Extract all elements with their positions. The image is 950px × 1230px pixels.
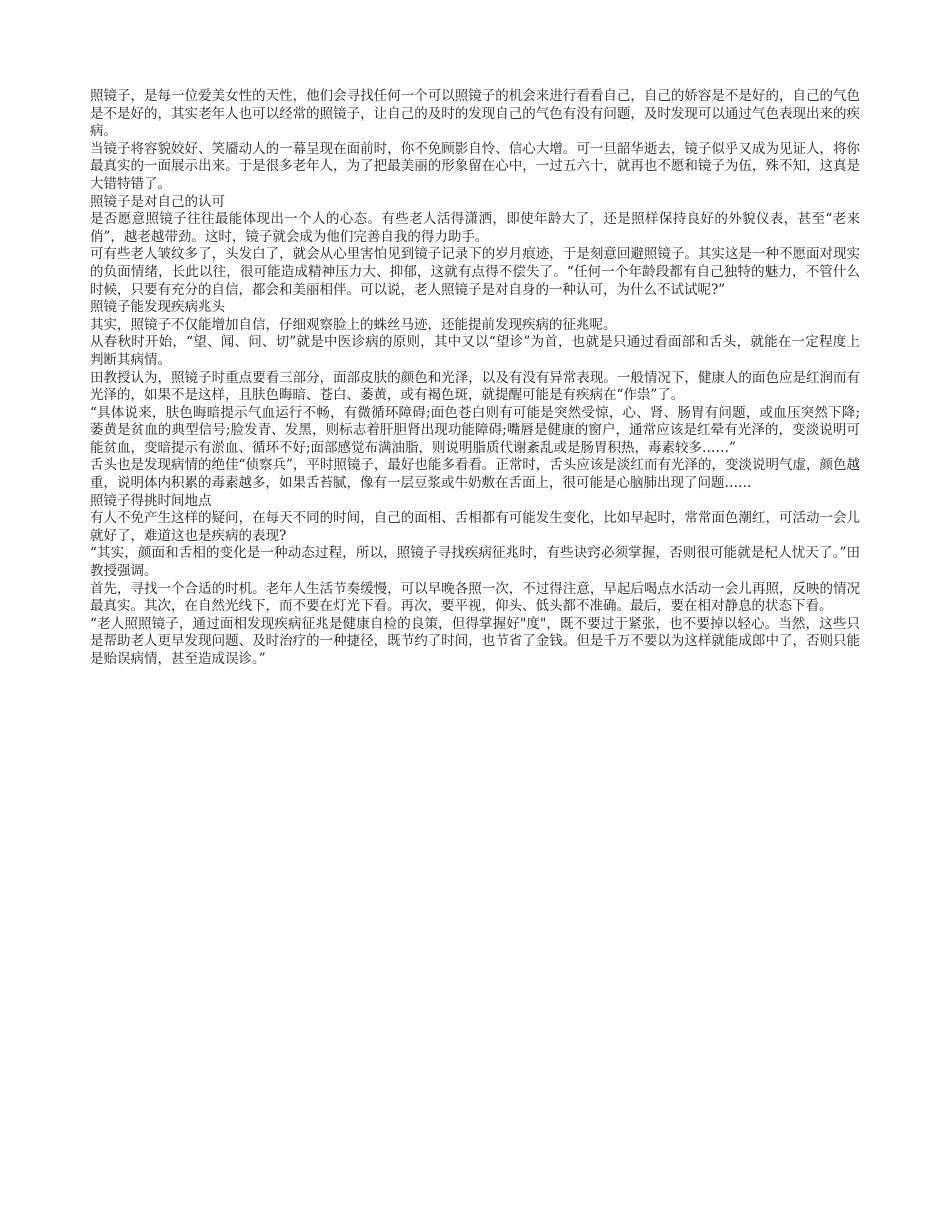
body-paragraph: 田教授认为，照镜子时重点要看三部分，面部皮肤的颜色和光泽，以及有没有异常表现。一般情况下，健康人的面色应是红润而有光泽的，如果不是这样，且肤色晦暗、苍白、萎黄，或有褐色斑，就提醒可能是有疾病在“作祟”了。	[90, 369, 860, 404]
body-paragraph: 有人不免产生这样的疑问，在每天不同的时间，自己的面相、舌相都有可能发生变化，比如早起时，常常面色潮红，可活动一会儿就好了，难道这也是疾病的表现?	[90, 510, 860, 544]
body-paragraph: 是否愿意照镜子往往最能体现出一个人的心态。有些老人活得潇洒，即使年龄大了，还是照样保持良好的外貌仪表，甚至“老来俏”，越老越带劲。这时，镜子就会成为他们完善自我的得力助手。	[90, 211, 860, 245]
body-paragraph: “具体说来，肤色晦暗提示气血运行不畅，有微循环障碍;面色苍白则有可能是突然受惊，心、肾、肠胃有问题，或血压突然下降;萎黄是贫血的典型信号;脸发青、发黑，则标志着肝胆肾出现功能障碍;嘴唇是健康的窗户，通常应该是红晕有光泽的，变淡说明可能贫血，变暗提示有淤血、循环不好;面部感觉布满油脂，则说明脂质代谢紊乱或是肠胃积热，毒素较多……”	[90, 404, 860, 456]
body-paragraph: 舌头也是发现病情的绝佳“侦察兵”，平时照镜子，最好也能多看看。正常时，舌头应该是淡红而有光泽的，变淡说明气虚，颜色越重，说明体内积累的毒素越多，如果舌苔腻，像有一层豆浆或牛奶敷在舌面上，很可能是心脑肺出现了问题……	[90, 457, 860, 492]
document-body	[90, 88, 860, 669]
section-heading-disease-signs: 照镜子能发现疾病兆头	[90, 299, 225, 316]
intro-paragraph: 照镜子，是每一位爱美女性的天性，他们会寻找任何一个可以照镜子的机会来进行看看自己，自己的娇容是不是好的，自己的气色是不是好的，其实老年人也可以经常的照镜子，让自己的及时的发现自己的气色有没有问题，及时发现可以通过气色表现出来的疾病。	[90, 88, 860, 140]
body-paragraph: 从春秋时开始，“望、闻、问、切”就是中医诊病的原则，其中又以“望诊”为首，也就是只通过看面部和舌头，就能在一定程度上判断其病情。	[90, 334, 860, 368]
body-paragraph: 首先，寻找一个合适的时机。老年人生活节奏缓慢，可以早晚各照一次，不过得注意，早起后喝点水活动一会儿再照，反映的情况最真实。其次，在自然光线下，而不要在灯光下看。再次，要平视，仰头、低头都不准确。最后，要在相对静息的状态下看。	[90, 580, 860, 615]
body-paragraph: 可有些老人皱纹多了，头发白了，就会从心里害怕见到镜子记录下的岁月痕迹，于是刻意回避照镜子。其实这是一种不愿面对现实的负面情绪，长此以往，很可能造成精神压力大、抑郁，这就有点得不偿失了。“任何一个年龄段都有自己独特的魅力，不管什么时候，只要有充分的自信，都会和美丽相伴。可以说，老人照镜子是对自身的一种认可，为什么不试试呢?”	[90, 246, 860, 298]
closing-paragraph: “老人照照镜子，通过面相发现疾病征兆是健康自检的良策，但得掌握好"度"，既不要过于紧张，也不要掉以轻心。当然，这些只是帮助老人更早发现问题、及时治疗的一种捷径，既节约了时间，也节省了金钱。但是千万不要以为这样就能成郎中了，否则只能是贻误病情，甚至造成误诊。”	[90, 615, 860, 667]
body-paragraph: 其实，照镜子不仅能增加自信，仔细观察脸上的蛛丝马迹，还能提前发现疾病的征兆呢。	[90, 316, 617, 333]
intro-paragraph-2: 当镜子将容貌姣好、笑靥动人的一幕呈现在面前时，你不免顾影自怜、信心大增。可一旦韶华逝去，镜子似乎又成为见证人，将你最真实的一面展示出来。于是很多老年人，为了把最美丽的形象留在心中，一过五六十，就再也不愿和镜子为伍，殊不知，这真是大错特错了。	[90, 140, 860, 192]
body-paragraph: “其实，颜面和舌相的变化是一种动态过程，所以，照镜子寻找疾病征兆时，有些诀窍必须掌握，否则很可能就是杞人忧天了。”田教授强调。	[90, 545, 860, 580]
section-heading-time-place: 照镜子得挑时间地点	[90, 492, 212, 509]
section-heading-self-recognition: 照镜子是对自己的认可	[90, 193, 225, 210]
